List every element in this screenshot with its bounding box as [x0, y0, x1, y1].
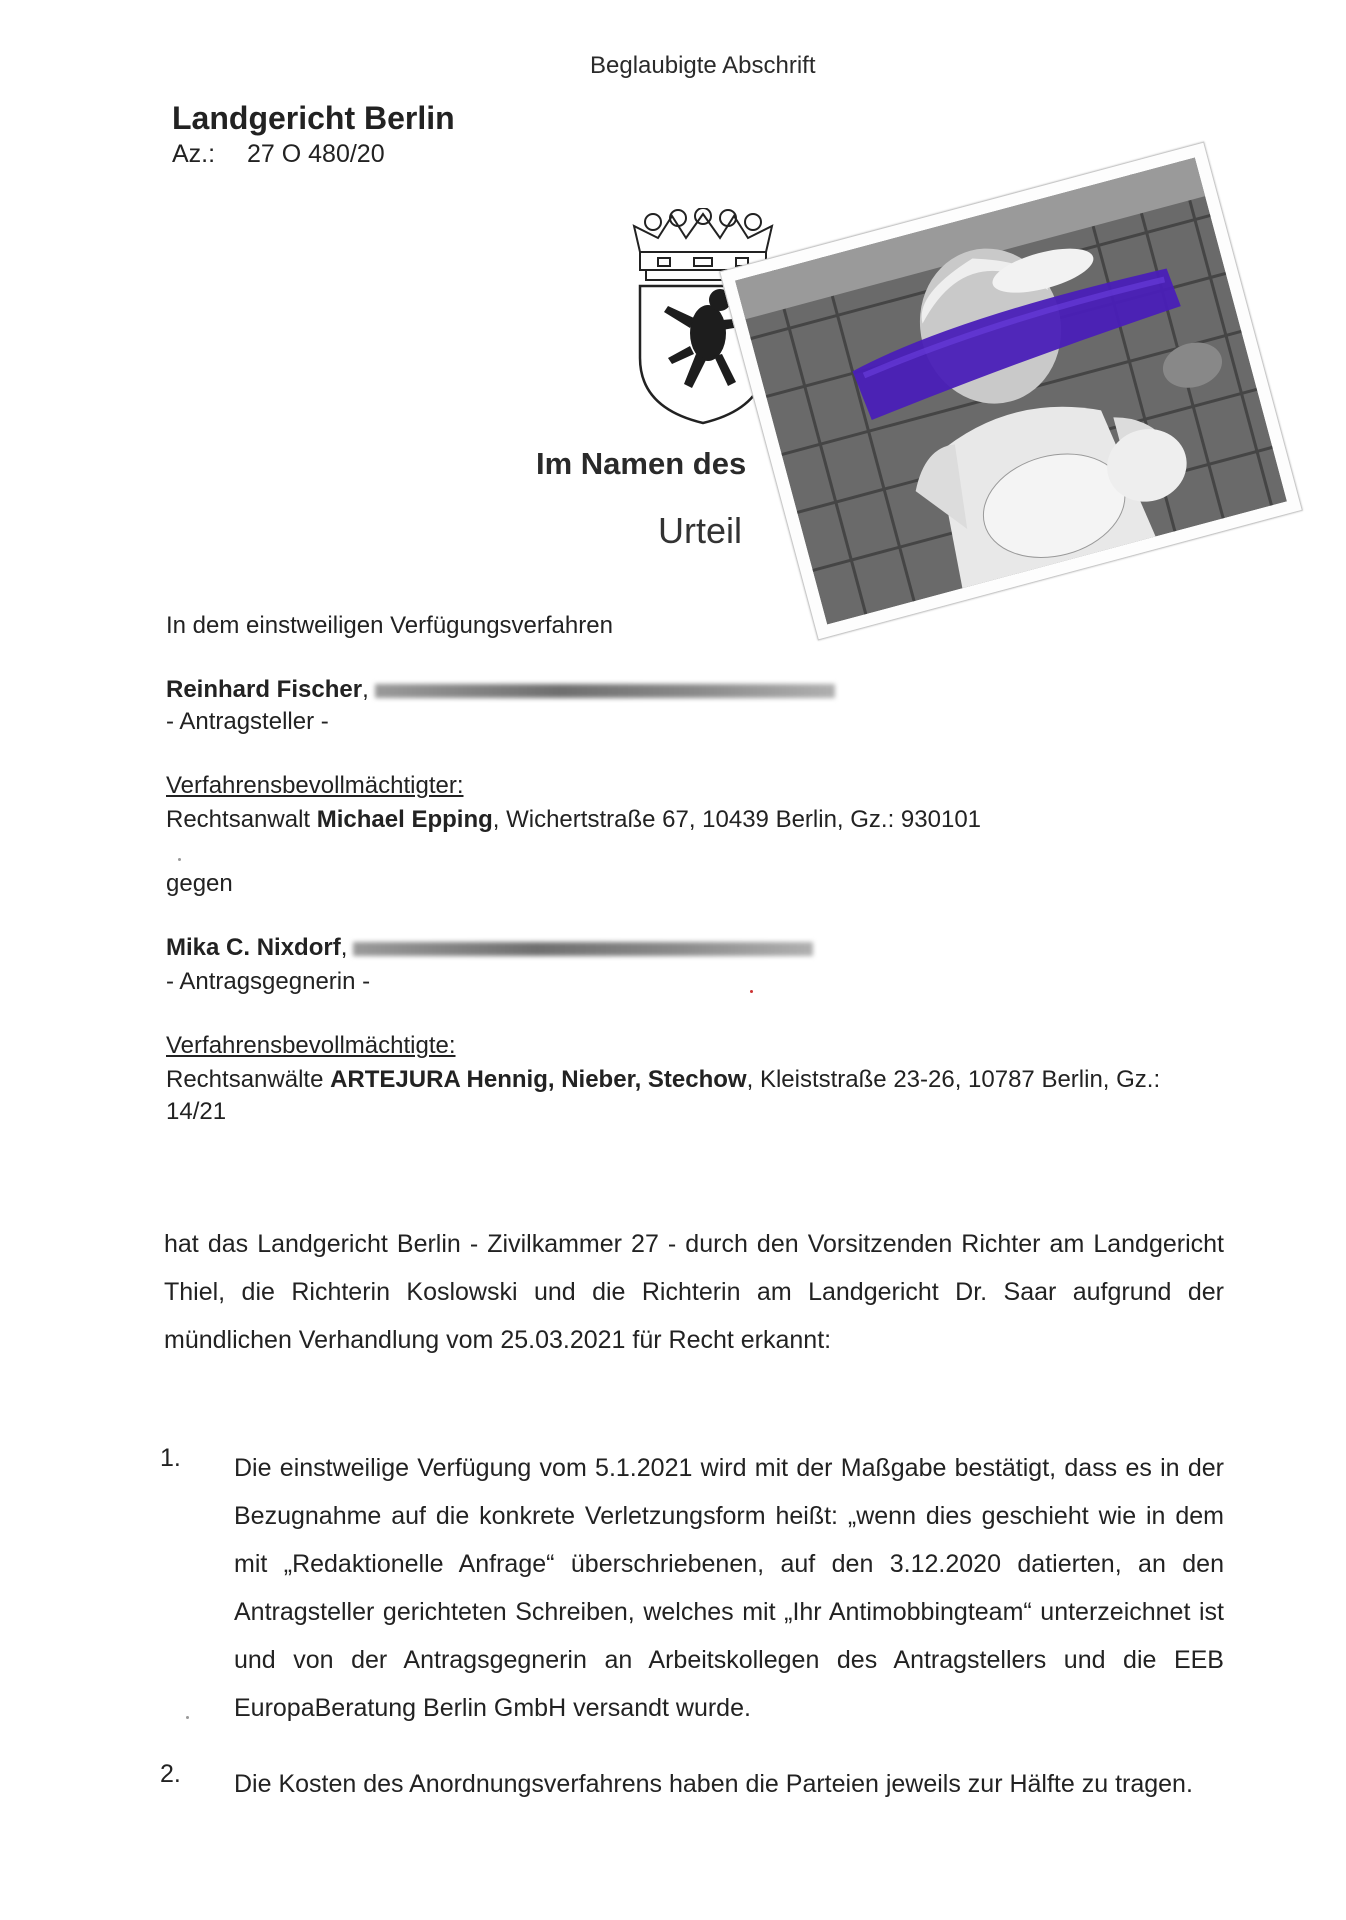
applicant-counsel-line — [166, 806, 981, 834]
judgment-heading: Urteil — [658, 510, 743, 551]
respondent-counsel-heading: Verfahrensbevollmächtigte: — [166, 1032, 456, 1059]
case-number-value: 27 O 480/20 — [247, 140, 385, 168]
respondent-counsel-ref: 14/21 — [166, 1098, 227, 1125]
proceedings-intro: In dem einstweiligen Verfügungsverfahren — [166, 612, 613, 639]
respondent-counsel-line — [166, 1066, 1160, 1094]
ink-speck — [186, 1716, 189, 1719]
applicant-line: Reinhard Fischer, — [166, 676, 835, 704]
certified-copy-label: Beglaubigte Abschrift — [590, 52, 816, 79]
ruling-item-text: Die Kosten des Anordnungsverfahrens haben die Parteien jeweils zur Hälfte zu tragen. — [234, 1770, 1193, 1798]
blurred-redaction — [353, 942, 813, 956]
applicant-counsel-heading: Verfahrensbevollmächtigter: — [166, 772, 464, 799]
respondent-counsel-name: ARTEJURA Hennig, Nieber, Stechow — [330, 1066, 747, 1093]
ruling-item-text: Die einstweilige Verfügung vom 5.1.2021 wird mit der Maßgabe bestätigt, dass es in der Bezugnahme auf die konkrete Verletzungsform heißt: „wenn dies geschieht wie in dem mit „Redaktionelle Anfrage“ überschriebenen, auf den 3.12.2020 datierten, an den Antragsteller gerichteten Schreiben, welches mit „Ihr Antimobbingteam“ unterzeichnet ist und von der Antragsgegnerin an Arbeitskollegen des Antragstellers und die EEB EuropaBeratung Berlin GmbH versandt wurde. — [234, 1454, 1224, 1722]
applicant-counsel-name: Michael Epping — [316, 806, 493, 833]
pasted-photo — [719, 142, 1303, 641]
respondent-name: Mika C. Nixdorf — [166, 934, 341, 961]
applicant-role: - Antragsteller - — [166, 708, 329, 735]
case-number-label: Az.: — [172, 140, 216, 168]
blurred-redaction — [375, 684, 835, 698]
respondent-role: - Antragsgegnerin - — [166, 968, 371, 995]
court-name: Landgericht Berlin — [172, 100, 455, 136]
ink-speck — [750, 990, 753, 993]
respondent-counsel-address: , Kleiststraße 23-26, 10787 Berlin, Gz.: — [746, 1066, 1161, 1093]
applicant-name: Reinhard Fischer — [166, 676, 363, 703]
child-photo-image — [735, 157, 1287, 624]
case-number — [172, 140, 385, 169]
versus-label: gegen — [166, 870, 233, 897]
respondent-counsel-prefix: Rechtsanwälte — [166, 1066, 324, 1093]
ruling-item-number: 1. — [160, 1444, 181, 1472]
applicant-counsel-prefix: Rechtsanwalt — [166, 806, 311, 833]
ink-speck — [178, 858, 181, 861]
ruling-item-number: 2. — [160, 1760, 181, 1788]
ruling-preamble: hat das Landgericht Berlin - Zivilkammer 27 - durch den Vorsitzenden Richter am Landgericht Thiel, die Richterin Koslowski und die Richterin am Landgericht Dr. Saar aufgrund der mündlichen Verhandlung vom 25.03.2021 für Recht erkannt: — [164, 1230, 1224, 1354]
applicant-counsel-address: , Wichertstraße 67, 10439 Berlin, Gz.: 930101 — [492, 806, 982, 833]
in-the-name-heading: Im Namen des — [536, 446, 747, 481]
respondent-line: Mika C. Nixdorf, — [166, 934, 813, 962]
